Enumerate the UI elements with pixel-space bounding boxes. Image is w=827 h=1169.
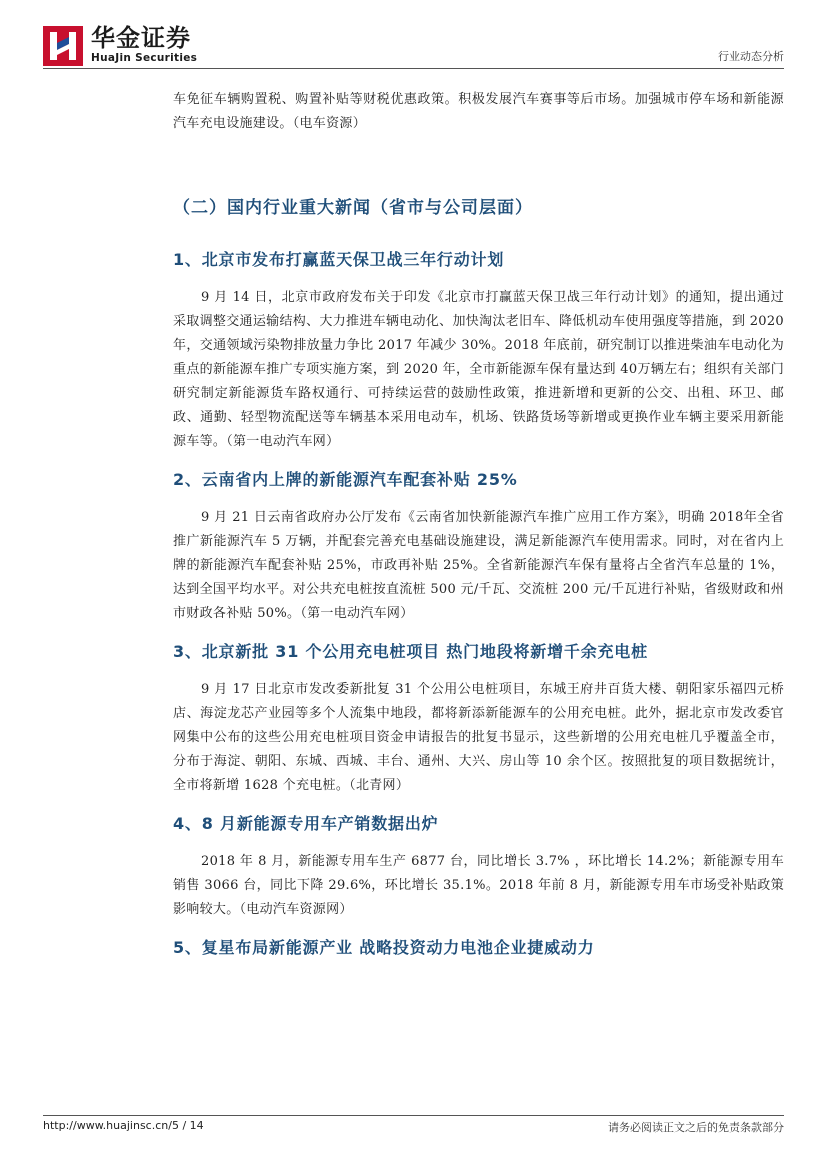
brand — [91, 24, 197, 64]
brand-name-cn: 华金证券 — [91, 24, 191, 52]
news-body: 2018 年 8 月，新能源专用车生产 6877 台，同比增长 3.7% ，环比增长 14.2%；新能源专用车销售 3066 台，同比下降 29.6%，环比增长 35.1%。2018 年前 8 月，新能源专用车市场受补贴政策影响较大。（电动汽车资源网） — [173, 854, 784, 917]
news-title: 5、复星布局新能源产业 战略投资动力电池企业捷威动力 — [173, 938, 595, 957]
news-body: 9 月 17 日北京市发改委新批复 31 个公用公电桩项目，东城王府井百货大楼、朝阳家乐福四元桥店、海淀龙芯产业园等多个人流集中地段，都将新添新能源车的公用充电桩。此外，据北京市发改委官网集中公布的这些公用充电桩项目资金申请报告的批复书显示，这些新增的公用充电桩几乎覆盖全市，分布于海淀、朝阳、东城、西城、丰台、通州、大兴、房山等 10 余个区。按照批复的项目数据统计，全市将新增 1628 个充电桩。（北青网） — [173, 682, 784, 793]
news-body: 9 月 14 日，北京市政府发布关于印发《北京市打赢蓝天保卫战三年行动计划》的通知，提出通过采取调整交通运输结构、大力推进车辆电动化、加快淘汰老旧车、降低机动车使用强度等措施，到 2020 年，交通领域污染物排放量力争比 2017 年减少 30%。2018 年底前，研究制订以推进柴油车电动化为重点的新能源车推广专项实施方案，到 2020 年，全市新能源车保有量达到 40万辆左右；组织有关部门研究制定新能源货车路权通行、可持续运营的鼓励性政策，推进新增和更新的公交、出租、环卫、邮政、通勤、轻型物流配送等车辆基本采用电动车，机场、铁路货场等新增或更换作业车辆主要采用新能源车等。（第一电动汽车网） — [173, 290, 784, 449]
section-title: （二）国内行业重大新闻（省市与公司层面） — [173, 198, 533, 218]
news-body: 9 月 21 日云南省政府办公厅发布《云南省加快新能源汽车推广应用工作方案》，明确 2018年全省推广新能源汽车 5 万辆，并配套完善充电基础设施建设，满足新能源汽车使用需求。同时，对在省内上牌的新能源汽车配套补贴 25%，市政再补贴 25%。全省新能源汽车保有量将占全省汽车总量的 1%，达到全国平均水平。对公共充电桩按直流桩 500 元/千瓦、交流桩 200 元/千瓦进行补贴，省级财政和州市财政各补贴 50%。（第一电动汽车网） — [173, 510, 784, 621]
header-divider — [43, 68, 784, 69]
page-content — [173, 88, 784, 958]
news-title: 4、8 月新能源专用车产销数据出炉 — [173, 814, 439, 833]
huajin-logo-icon — [43, 26, 83, 66]
news-title: 3、北京新批 31 个公用充电桩项目 热门地段将新增千余充电桩 — [173, 642, 648, 661]
news-title: 1、北京市发布打赢蓝天保卫战三年行动计划 — [173, 250, 505, 269]
brand-name-en: HuaJin Securities — [91, 52, 198, 64]
footer-url-page[interactable]: http://www.huajinsc.cn/5 / 14 — [43, 1119, 204, 1132]
page-header — [43, 22, 784, 66]
footer-disclaimer: 请务必阅读正文之后的免责条款部分 — [608, 1121, 784, 1134]
intro-paragraph: 车免征车辆购置税、购置补贴等财税优惠政策。积极发展汽车赛事等后市场。加强城市停车场和新能源汽车充电设施建设。（电车资源） — [173, 92, 784, 131]
news-title: 2、云南省内上牌的新能源汽车配套补贴 25% — [173, 470, 518, 489]
footer-divider — [43, 1115, 784, 1116]
report-type-label: 行业动态分析 — [718, 50, 784, 63]
